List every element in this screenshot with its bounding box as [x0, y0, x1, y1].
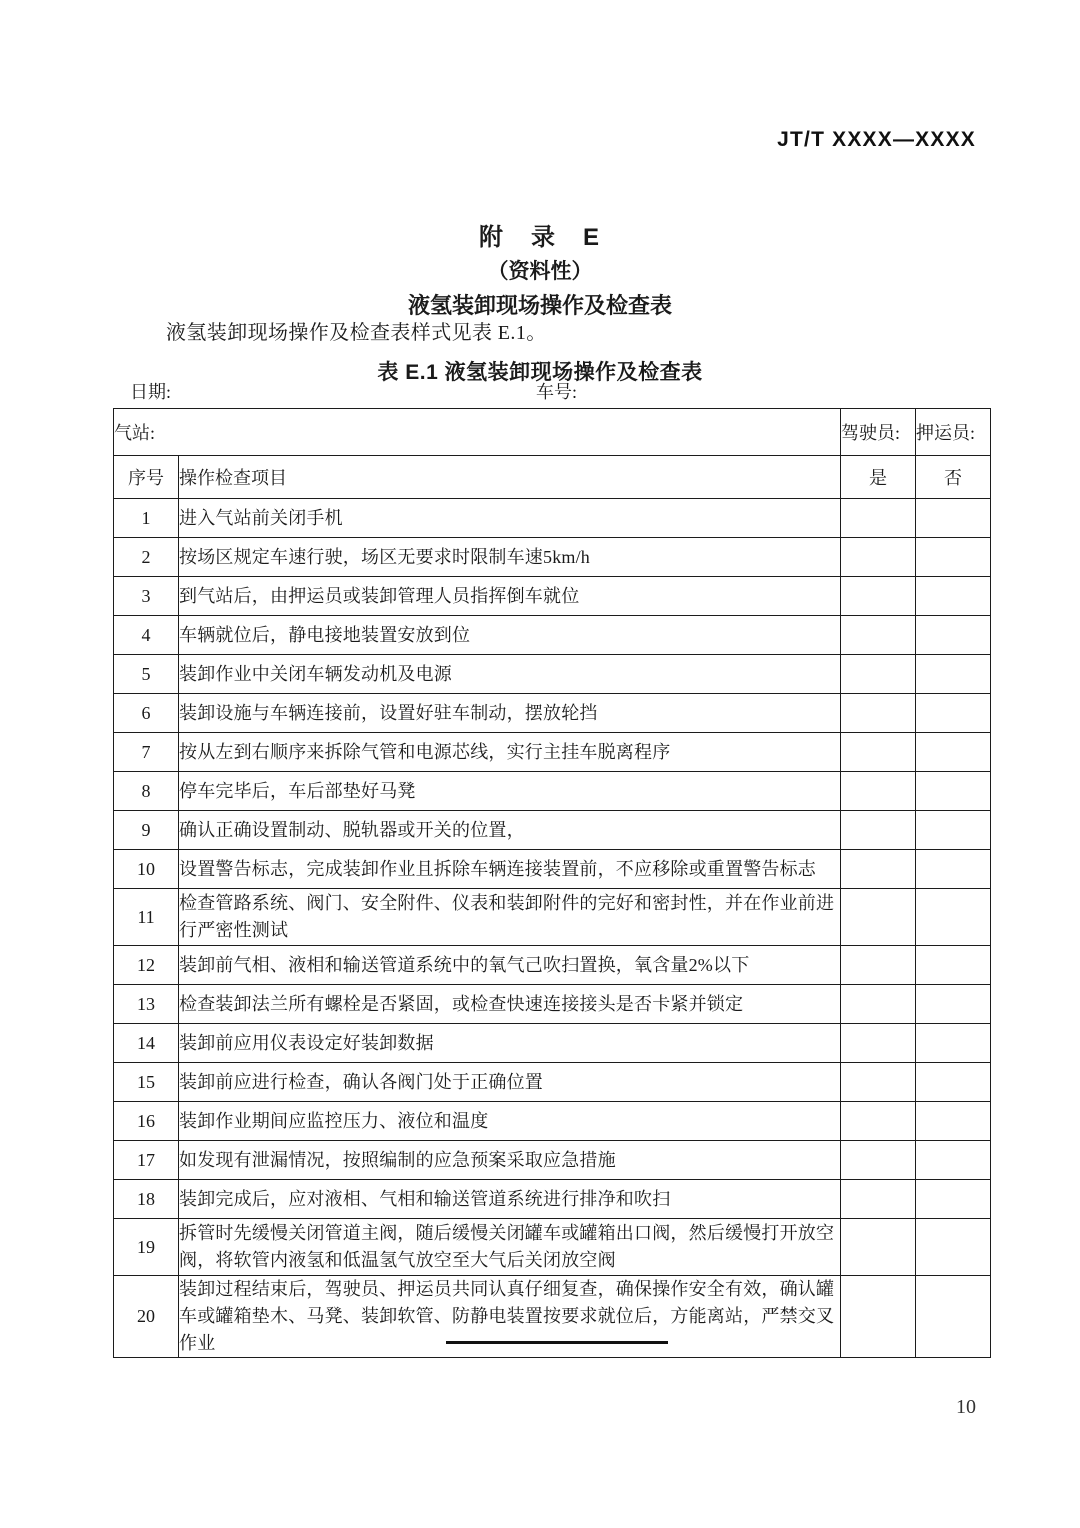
table-row: [114, 1219, 991, 1276]
table-row: [114, 772, 991, 811]
column-header-no-option: 否: [916, 456, 991, 499]
check-item-cell: 装卸前应进行检查，确认各阀门处于正确位置: [179, 1063, 841, 1102]
yes-checkbox-cell[interactable]: [841, 655, 916, 694]
yes-checkbox-cell[interactable]: [841, 985, 916, 1024]
table-row: [114, 694, 991, 733]
yes-checkbox-cell[interactable]: [841, 499, 916, 538]
check-item-cell: 进入气站前关闭手机: [179, 499, 841, 538]
no-checkbox-cell[interactable]: [916, 1063, 991, 1102]
table-row: [114, 616, 991, 655]
row-index-cell: 19: [114, 1219, 179, 1276]
no-checkbox-cell[interactable]: [916, 1102, 991, 1141]
row-index-cell: 16: [114, 1102, 179, 1141]
appendix-label: 附 录 E: [478, 224, 601, 251]
no-checkbox-cell[interactable]: [916, 499, 991, 538]
table-row: [114, 889, 991, 946]
check-item-cell: 确认正确设置制动、脱轨器或开关的位置，: [179, 811, 841, 850]
table-row: [114, 1276, 991, 1358]
row-index-cell: 15: [114, 1063, 179, 1102]
check-item-cell: 按场区规定车速行驶，场区无要求时限制车速5km/h: [179, 538, 841, 577]
yes-checkbox-cell[interactable]: [841, 538, 916, 577]
table-header-row: [114, 456, 991, 499]
row-index-cell: 4: [114, 616, 179, 655]
row-index-cell: 14: [114, 1024, 179, 1063]
no-checkbox-cell[interactable]: [916, 1024, 991, 1063]
table-row: [114, 1024, 991, 1063]
no-checkbox-cell[interactable]: [916, 538, 991, 577]
station-cell[interactable]: 气站:: [114, 409, 841, 456]
table-row: [114, 850, 991, 889]
plate-number-label: 车号:: [536, 382, 578, 402]
footer-rule: [446, 1341, 668, 1344]
date-label: 日期:: [130, 382, 172, 402]
row-index-cell: 10: [114, 850, 179, 889]
check-item-cell: 装卸过程结束后，驾驶员、押运员共同认真仔细复查，确保操作安全有效，确认罐车或罐箱垫木、马凳、装卸软管、防静电装置按要求就位后，方能离站，严禁交叉作业: [179, 1276, 841, 1358]
yes-checkbox-cell[interactable]: [841, 1219, 916, 1276]
checklist-table-body: [114, 409, 991, 1358]
row-index-cell: 12: [114, 946, 179, 985]
page-number: 10: [956, 1396, 976, 1418]
column-header-no: 序号: [114, 456, 179, 499]
table-row: [114, 1141, 991, 1180]
driver-cell[interactable]: 驾驶员:: [841, 409, 916, 456]
row-index-cell: 2: [114, 538, 179, 577]
table-row: [114, 1102, 991, 1141]
yes-checkbox-cell[interactable]: [841, 577, 916, 616]
no-checkbox-cell[interactable]: [916, 850, 991, 889]
yes-checkbox-cell[interactable]: [841, 1024, 916, 1063]
yes-checkbox-cell[interactable]: [841, 850, 916, 889]
check-item-cell: 车辆就位后，静电接地装置安放到位: [179, 616, 841, 655]
table-row: [114, 1180, 991, 1219]
no-checkbox-cell[interactable]: [916, 811, 991, 850]
row-index-cell: 8: [114, 772, 179, 811]
appendix-kind: （资料性）: [487, 260, 593, 283]
no-checkbox-cell[interactable]: [916, 1219, 991, 1276]
yes-checkbox-cell[interactable]: [841, 1063, 916, 1102]
no-checkbox-cell[interactable]: [916, 577, 991, 616]
yes-checkbox-cell[interactable]: [841, 733, 916, 772]
yes-checkbox-cell[interactable]: [841, 1141, 916, 1180]
row-index-cell: 9: [114, 811, 179, 850]
table-row: [114, 499, 991, 538]
table-row: [114, 985, 991, 1024]
standard-code-header: JT/T XXXX—XXXX: [777, 128, 976, 151]
no-checkbox-cell[interactable]: [916, 1180, 991, 1219]
appendix-name: 液氢装卸现场操作及检查表: [407, 293, 672, 318]
yes-checkbox-cell[interactable]: [841, 889, 916, 946]
check-item-cell: 检查装卸法兰所有螺栓是否紧固，或检查快速连接接头是否卡紧并锁定: [179, 985, 841, 1024]
escort-cell[interactable]: 押运员:: [916, 409, 991, 456]
no-checkbox-cell[interactable]: [916, 772, 991, 811]
check-item-cell: 装卸前应用仪表设定好装卸数据: [179, 1024, 841, 1063]
yes-checkbox-cell[interactable]: [841, 616, 916, 655]
table-row: [114, 811, 991, 850]
intro-paragraph: 液氢装卸现场操作及检查表样式见表 E.1。: [166, 322, 547, 344]
table-row: [114, 946, 991, 985]
yes-checkbox-cell[interactable]: [841, 811, 916, 850]
check-item-cell: 设置警告标志，完成装卸作业且拆除车辆连接装置前，不应移除或重置警告标志: [179, 850, 841, 889]
row-index-cell: 5: [114, 655, 179, 694]
row-index-cell: 13: [114, 985, 179, 1024]
row-index-cell: 1: [114, 499, 179, 538]
yes-checkbox-cell[interactable]: [841, 694, 916, 733]
info-row: [114, 409, 991, 456]
yes-checkbox-cell[interactable]: [841, 1180, 916, 1219]
yes-checkbox-cell[interactable]: [841, 1276, 916, 1358]
check-item-cell: 拆管时先缓慢关闭管道主阀，随后缓慢关闭罐车或罐箱出口阀，然后缓慢打开放空阀，将软管内液氢和低温氢气放空至大气后关闭放空阀: [179, 1219, 841, 1276]
row-index-cell: 20: [114, 1276, 179, 1358]
table-row: [114, 577, 991, 616]
no-checkbox-cell[interactable]: [916, 1141, 991, 1180]
no-checkbox-cell[interactable]: [916, 616, 991, 655]
check-item-cell: 装卸作业期间应监控压力、液位和温度: [179, 1102, 841, 1141]
table-caption: 表 E.1 液氢装卸现场操作及检查表: [377, 361, 703, 384]
check-item-cell: 停车完毕后，车后部垫好马凳: [179, 772, 841, 811]
column-header-item: 操作检查项目: [179, 456, 841, 499]
table-row: [114, 1063, 991, 1102]
row-index-cell: 18: [114, 1180, 179, 1219]
check-item-cell: 按从左到右顺序来拆除气管和电源芯线，实行主挂车脱离程序: [179, 733, 841, 772]
no-checkbox-cell[interactable]: [916, 985, 991, 1024]
check-item-cell: 装卸完成后，应对液相、气相和输送管道系统进行排净和吹扫: [179, 1180, 841, 1219]
table-row: [114, 538, 991, 577]
appendix-title-block: [0, 222, 1080, 322]
check-item-cell: 检查管路系统、阀门、安全附件、仪表和装卸附件的完好和密封性，并在作业前进行严密性测试: [179, 889, 841, 946]
table-meta-line: [113, 379, 990, 405]
no-checkbox-cell[interactable]: [916, 889, 991, 946]
checklist-table: [113, 408, 991, 1358]
no-checkbox-cell[interactable]: [916, 1276, 991, 1358]
table-row: [114, 655, 991, 694]
check-item-cell: 装卸设施与车辆连接前，设置好驻车制动，摆放轮挡: [179, 694, 841, 733]
no-checkbox-cell[interactable]: [916, 946, 991, 985]
yes-checkbox-cell[interactable]: [841, 1102, 916, 1141]
yes-checkbox-cell[interactable]: [841, 946, 916, 985]
row-index-cell: 6: [114, 694, 179, 733]
table-row: [114, 733, 991, 772]
check-item-cell: 到气站后，由押运员或装卸管理人员指挥倒车就位: [179, 577, 841, 616]
row-index-cell: 7: [114, 733, 179, 772]
row-index-cell: 11: [114, 889, 179, 946]
column-header-yes: 是: [841, 456, 916, 499]
no-checkbox-cell[interactable]: [916, 694, 991, 733]
yes-checkbox-cell[interactable]: [841, 772, 916, 811]
row-index-cell: 3: [114, 577, 179, 616]
no-checkbox-cell[interactable]: [916, 655, 991, 694]
check-item-cell: 如发现有泄漏情况，按照编制的应急预案采取应急措施: [179, 1141, 841, 1180]
row-index-cell: 17: [114, 1141, 179, 1180]
check-item-cell: 装卸前气相、液相和输送管道系统中的氧气己吹扫置换，氧含量2%以下: [179, 946, 841, 985]
check-item-cell: 装卸作业中关闭车辆发动机及电源: [179, 655, 841, 694]
no-checkbox-cell[interactable]: [916, 733, 991, 772]
